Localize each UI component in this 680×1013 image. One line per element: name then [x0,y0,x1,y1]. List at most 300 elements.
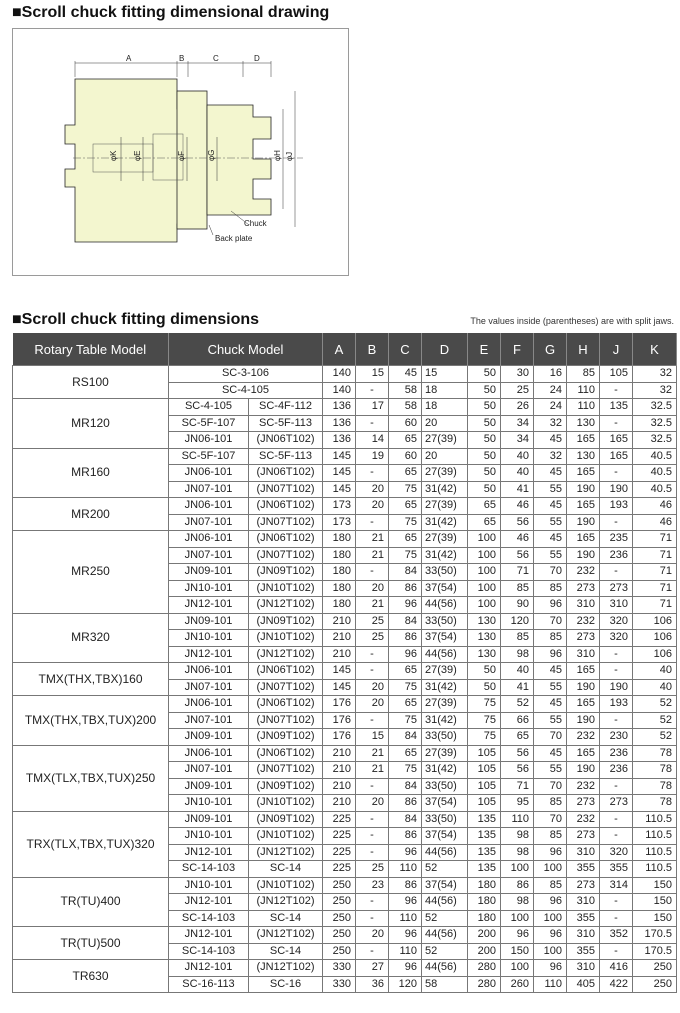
dim-b-cell: 20 [356,498,389,515]
dim-h-cell: 190 [567,712,600,729]
dim-j-cell: 320 [600,613,633,630]
dim-c-cell: 96 [389,646,422,663]
chuck-model-alt-cell: (JN12T102) [249,597,323,614]
dim-g-cell: 70 [534,811,567,828]
dim-k-cell: 170.5 [633,943,677,960]
dim-a-cell: 210 [323,795,356,812]
dim-g-cell: 55 [534,547,567,564]
dim-c-cell: 65 [389,432,422,449]
dim-g-cell: 70 [534,564,567,581]
dim-d-cell: 52 [422,910,468,927]
chuck-model-alt-cell: (JN09T102) [249,729,323,746]
dim-h-cell: 190 [567,481,600,498]
dim-j-cell: 190 [600,679,633,696]
dim-a-cell: 180 [323,580,356,597]
dim-c-cell: 84 [389,729,422,746]
chuck-model-alt-cell: (JN10T102) [249,630,323,647]
chuck-model-alt-cell: SC-14 [249,861,323,878]
chuck-model-alt-cell: (JN09T102) [249,811,323,828]
chuck-model-cell: JN07-101 [169,762,249,779]
chuck-model-alt-cell: (JN06T102) [249,498,323,515]
svg-text:φJ: φJ [285,151,294,161]
dim-d-cell: 20 [422,448,468,465]
dim-k-cell: 71 [633,564,677,581]
dim-j-cell: 190 [600,481,633,498]
dim-a-cell: 176 [323,729,356,746]
dim-c-cell: 65 [389,465,422,482]
dim-g-cell: 16 [534,366,567,383]
dim-k-cell: 150 [633,894,677,911]
dim-c-cell: 84 [389,613,422,630]
dim-c-cell: 60 [389,415,422,432]
dim-h-cell: 130 [567,415,600,432]
dim-c-cell: 84 [389,564,422,581]
header-e: E [468,333,501,366]
svg-text:φF: φF [177,150,186,161]
dim-f-cell: 100 [501,910,534,927]
dim-h-cell: 273 [567,580,600,597]
dim-g-cell: 45 [534,531,567,548]
rotary-table-model-cell: TR(TU)400 [13,877,169,927]
dim-d-cell: 44(56) [422,646,468,663]
dim-e-cell: 50 [468,382,501,399]
rotary-table-model-cell: RS100 [13,366,169,399]
dim-d-cell: 27(39) [422,663,468,680]
dim-g-cell: 96 [534,844,567,861]
dim-h-cell: 273 [567,828,600,845]
dim-g-cell: 110 [534,976,567,993]
dim-a-cell: 330 [323,960,356,977]
dim-f-cell: 98 [501,844,534,861]
dim-c-cell: 86 [389,580,422,597]
dim-a-cell: 210 [323,778,356,795]
chuck-model-cell: SC-14-103 [169,910,249,927]
svg-text:A: A [126,54,132,63]
svg-text:Chuck: Chuck [244,219,267,228]
table-row [13,613,677,630]
dim-a-cell: 210 [323,646,356,663]
dim-b-cell: 21 [356,745,389,762]
dim-d-cell: 31(42) [422,712,468,729]
dim-j-cell: - [600,910,633,927]
table-header-row [13,333,677,366]
dim-k-cell: 46 [633,514,677,531]
dim-j-cell: 230 [600,729,633,746]
dim-d-cell: 31(42) [422,679,468,696]
dim-f-cell: 150 [501,943,534,960]
dim-e-cell: 105 [468,778,501,795]
dim-h-cell: 310 [567,894,600,911]
chuck-model-alt-cell: (JN07T102) [249,481,323,498]
dim-j-cell: - [600,811,633,828]
dim-b-cell: - [356,910,389,927]
chuck-model-cell: JN07-101 [169,547,249,564]
table-row [13,399,677,416]
dim-e-cell: 65 [468,498,501,515]
chuck-model-alt-cell: (JN12T102) [249,844,323,861]
dim-a-cell: 145 [323,481,356,498]
dim-d-cell: 18 [422,382,468,399]
dim-e-cell: 130 [468,630,501,647]
dim-g-cell: 45 [534,745,567,762]
dim-f-cell: 26 [501,399,534,416]
dim-b-cell: 21 [356,531,389,548]
dim-g-cell: 85 [534,828,567,845]
dimensions-table [12,333,677,993]
header-c: C [389,333,422,366]
dim-d-cell: 52 [422,943,468,960]
dim-c-cell: 86 [389,828,422,845]
dim-e-cell: 50 [468,679,501,696]
dim-c-cell: 65 [389,498,422,515]
dim-j-cell: - [600,712,633,729]
dim-h-cell: 232 [567,778,600,795]
dim-k-cell: 110.5 [633,811,677,828]
dim-d-cell: 27(39) [422,696,468,713]
header-chuck-model: Chuck Model [169,333,323,366]
rotary-table-model-cell: MR320 [13,613,169,663]
dim-d-cell: 27(39) [422,531,468,548]
dim-h-cell: 405 [567,976,600,993]
dim-h-cell: 273 [567,630,600,647]
dim-f-cell: 98 [501,828,534,845]
chuck-model-cell: JN07-101 [169,514,249,531]
dim-a-cell: 136 [323,415,356,432]
dim-a-cell: 136 [323,399,356,416]
dim-b-cell: - [356,415,389,432]
dim-f-cell: 46 [501,498,534,515]
dim-e-cell: 100 [468,564,501,581]
rotary-table-model-cell: MR160 [13,448,169,498]
dim-d-cell: 44(56) [422,927,468,944]
header-rotary-table-model: Rotary Table Model [13,333,169,366]
dim-a-cell: 210 [323,613,356,630]
dim-e-cell: 180 [468,910,501,927]
dim-e-cell: 100 [468,597,501,614]
dim-j-cell: - [600,778,633,795]
header-j: J [600,333,633,366]
dim-k-cell: 110.5 [633,828,677,845]
dim-k-cell: 71 [633,580,677,597]
dim-h-cell: 190 [567,762,600,779]
dim-f-cell: 120 [501,613,534,630]
dim-b-cell: 20 [356,580,389,597]
table-row [13,811,677,828]
chuck-model-cell: SC-14-103 [169,943,249,960]
dim-c-cell: 110 [389,943,422,960]
dim-d-cell: 37(54) [422,828,468,845]
dim-b-cell: - [356,894,389,911]
dim-g-cell: 85 [534,877,567,894]
dim-a-cell: 250 [323,927,356,944]
header-h: H [567,333,600,366]
dim-g-cell: 45 [534,465,567,482]
chuck-model-alt-cell: (JN07T102) [249,762,323,779]
svg-text:Back plate: Back plate [215,234,253,243]
dim-f-cell: 52 [501,696,534,713]
dim-h-cell: 165 [567,531,600,548]
chuck-model-cell: JN10-101 [169,795,249,812]
dim-c-cell: 45 [389,366,422,383]
dim-j-cell: 165 [600,448,633,465]
dim-a-cell: 180 [323,547,356,564]
dim-d-cell: 44(56) [422,597,468,614]
chuck-model-alt-cell: (JN12T102) [249,927,323,944]
dim-b-cell: - [356,514,389,531]
dim-g-cell: 24 [534,382,567,399]
dim-k-cell: 32 [633,366,677,383]
svg-text:φG: φG [207,149,216,161]
chuck-model-cell: JN09-101 [169,613,249,630]
dim-f-cell: 71 [501,564,534,581]
dim-b-cell: - [356,712,389,729]
dim-f-cell: 98 [501,646,534,663]
dim-b-cell: 21 [356,762,389,779]
dim-g-cell: 85 [534,630,567,647]
table-row [13,663,677,680]
dim-a-cell: 180 [323,597,356,614]
dim-e-cell: 135 [468,844,501,861]
dim-h-cell: 110 [567,399,600,416]
dim-d-cell: 27(39) [422,432,468,449]
dim-c-cell: 65 [389,531,422,548]
dim-j-cell: 352 [600,927,633,944]
dim-e-cell: 50 [468,663,501,680]
dim-e-cell: 180 [468,894,501,911]
dim-j-cell: 236 [600,762,633,779]
dim-b-cell: - [356,663,389,680]
dim-g-cell: 96 [534,894,567,911]
dim-a-cell: 145 [323,663,356,680]
dim-h-cell: 190 [567,514,600,531]
dim-f-cell: 85 [501,580,534,597]
rotary-table-model-cell: TR630 [13,960,169,993]
dim-b-cell: 20 [356,679,389,696]
chuck-model-cell: JN12-101 [169,960,249,977]
dim-h-cell: 130 [567,448,600,465]
dim-a-cell: 210 [323,745,356,762]
dim-g-cell: 24 [534,399,567,416]
dim-j-cell: - [600,382,633,399]
dim-f-cell: 260 [501,976,534,993]
dim-a-cell: 173 [323,514,356,531]
dim-b-cell: 15 [356,366,389,383]
dim-e-cell: 130 [468,646,501,663]
dim-b-cell: 19 [356,448,389,465]
rotary-table-model-cell: TMX(TLX,TBX,TUX)250 [13,745,169,811]
svg-text:C: C [213,54,219,63]
dim-f-cell: 96 [501,927,534,944]
chuck-model-cell: JN12-101 [169,894,249,911]
chuck-model-alt-cell: (JN07T102) [249,514,323,531]
dim-h-cell: 232 [567,811,600,828]
dim-b-cell: - [356,382,389,399]
dim-c-cell: 58 [389,382,422,399]
svg-text:B: B [179,54,185,63]
rotary-table-model-cell: TRX(TLX,TBX,TUX)320 [13,811,169,877]
dim-d-cell: 15 [422,366,468,383]
dim-k-cell: 78 [633,762,677,779]
dim-e-cell: 200 [468,943,501,960]
dim-b-cell: 20 [356,481,389,498]
dim-d-cell: 31(42) [422,481,468,498]
dim-k-cell: 78 [633,745,677,762]
chuck-model-alt-cell: SC-16 [249,976,323,993]
dim-b-cell: 25 [356,613,389,630]
dim-g-cell: 85 [534,580,567,597]
dim-c-cell: 65 [389,663,422,680]
dim-f-cell: 98 [501,894,534,911]
chuck-model-cell: SC-4-105 [169,399,249,416]
dim-b-cell: - [356,646,389,663]
dim-e-cell: 105 [468,762,501,779]
dim-j-cell: 193 [600,696,633,713]
chuck-model-cell: JN06-101 [169,745,249,762]
dim-h-cell: 110 [567,382,600,399]
chuck-model-cell: JN06-101 [169,696,249,713]
dim-c-cell: 96 [389,894,422,911]
chuck-model-alt-cell: (JN10T102) [249,580,323,597]
dim-j-cell: 135 [600,399,633,416]
dim-j-cell: 236 [600,547,633,564]
dim-g-cell: 55 [534,481,567,498]
dim-b-cell: 23 [356,877,389,894]
dim-a-cell: 225 [323,844,356,861]
chuck-model-cell: JN12-101 [169,597,249,614]
dim-e-cell: 50 [468,399,501,416]
dim-f-cell: 46 [501,531,534,548]
dim-h-cell: 310 [567,960,600,977]
dim-k-cell: 150 [633,877,677,894]
dim-e-cell: 280 [468,960,501,977]
dim-k-cell: 40 [633,663,677,680]
chuck-model-cell: JN10-101 [169,630,249,647]
dim-f-cell: 85 [501,630,534,647]
header-b: B [356,333,389,366]
dim-j-cell: - [600,828,633,845]
dim-c-cell: 96 [389,597,422,614]
dim-k-cell: 250 [633,976,677,993]
dim-a-cell: 176 [323,696,356,713]
chuck-model-cell: JN07-101 [169,481,249,498]
dim-g-cell: 100 [534,943,567,960]
dim-g-cell: 32 [534,415,567,432]
dim-d-cell: 27(39) [422,465,468,482]
dim-j-cell: 355 [600,861,633,878]
dim-j-cell: 310 [600,597,633,614]
dim-h-cell: 232 [567,564,600,581]
rotary-table-model-cell: MR250 [13,531,169,614]
dim-g-cell: 96 [534,960,567,977]
dim-f-cell: 66 [501,712,534,729]
dim-k-cell: 32.5 [633,399,677,416]
table-row [13,531,677,548]
svg-text:φK: φK [109,150,118,161]
dim-c-cell: 84 [389,811,422,828]
dim-h-cell: 310 [567,844,600,861]
dim-a-cell: 140 [323,382,356,399]
dim-g-cell: 100 [534,910,567,927]
dim-f-cell: 71 [501,778,534,795]
dim-b-cell: 14 [356,432,389,449]
dim-j-cell: 273 [600,580,633,597]
dim-e-cell: 135 [468,811,501,828]
chuck-drawing-svg [13,29,348,275]
dim-h-cell: 190 [567,679,600,696]
dim-b-cell: - [356,811,389,828]
dim-c-cell: 86 [389,795,422,812]
dim-d-cell: 37(54) [422,795,468,812]
chuck-model-alt-cell: (JN10T102) [249,795,323,812]
chuck-model-cell: JN06-101 [169,663,249,680]
dim-h-cell: 310 [567,597,600,614]
dim-e-cell: 100 [468,547,501,564]
dim-h-cell: 165 [567,696,600,713]
chuck-model-cell: JN10-101 [169,580,249,597]
dim-j-cell: 422 [600,976,633,993]
dim-a-cell: 225 [323,861,356,878]
svg-text:φH: φH [273,150,282,161]
dim-f-cell: 86 [501,877,534,894]
table-row [13,696,677,713]
dim-h-cell: 310 [567,927,600,944]
dim-g-cell: 96 [534,646,567,663]
dim-b-cell: 20 [356,927,389,944]
dim-j-cell: 273 [600,795,633,812]
dim-c-cell: 58 [389,399,422,416]
dim-h-cell: 85 [567,366,600,383]
rotary-table-model-cell: MR200 [13,498,169,531]
dim-j-cell: - [600,564,633,581]
dim-h-cell: 273 [567,795,600,812]
dim-a-cell: 145 [323,679,356,696]
chuck-model-cell: JN10-101 [169,877,249,894]
dim-d-cell: 37(54) [422,877,468,894]
dim-e-cell: 50 [468,481,501,498]
chuck-model-cell: JN12-101 [169,844,249,861]
dim-k-cell: 32.5 [633,415,677,432]
dim-f-cell: 65 [501,729,534,746]
dim-k-cell: 32.5 [633,432,677,449]
dim-k-cell: 250 [633,960,677,977]
dim-f-cell: 25 [501,382,534,399]
rotary-table-model-cell: TR(TU)500 [13,927,169,960]
dim-f-cell: 90 [501,597,534,614]
dim-d-cell: 58 [422,976,468,993]
dim-b-cell: 21 [356,547,389,564]
dim-b-cell: 20 [356,696,389,713]
dim-d-cell: 52 [422,861,468,878]
chuck-model-cell: JN09-101 [169,811,249,828]
dim-d-cell: 44(56) [422,894,468,911]
dim-c-cell: 96 [389,927,422,944]
dim-a-cell: 180 [323,564,356,581]
dim-a-cell: 330 [323,976,356,993]
dim-e-cell: 50 [468,448,501,465]
dim-h-cell: 310 [567,646,600,663]
rotary-table-model-cell: TMX(THX,TBX)160 [13,663,169,696]
table-row [13,745,677,762]
dim-c-cell: 75 [389,762,422,779]
dim-g-cell: 45 [534,498,567,515]
dim-g-cell: 96 [534,597,567,614]
dim-b-cell: - [356,465,389,482]
chuck-model-alt-cell: (JN06T102) [249,531,323,548]
dim-k-cell: 78 [633,778,677,795]
split-jaws-note: The values inside (parentheses) are with split jaws. [470,316,674,326]
dim-j-cell: - [600,894,633,911]
dim-d-cell: 31(42) [422,762,468,779]
